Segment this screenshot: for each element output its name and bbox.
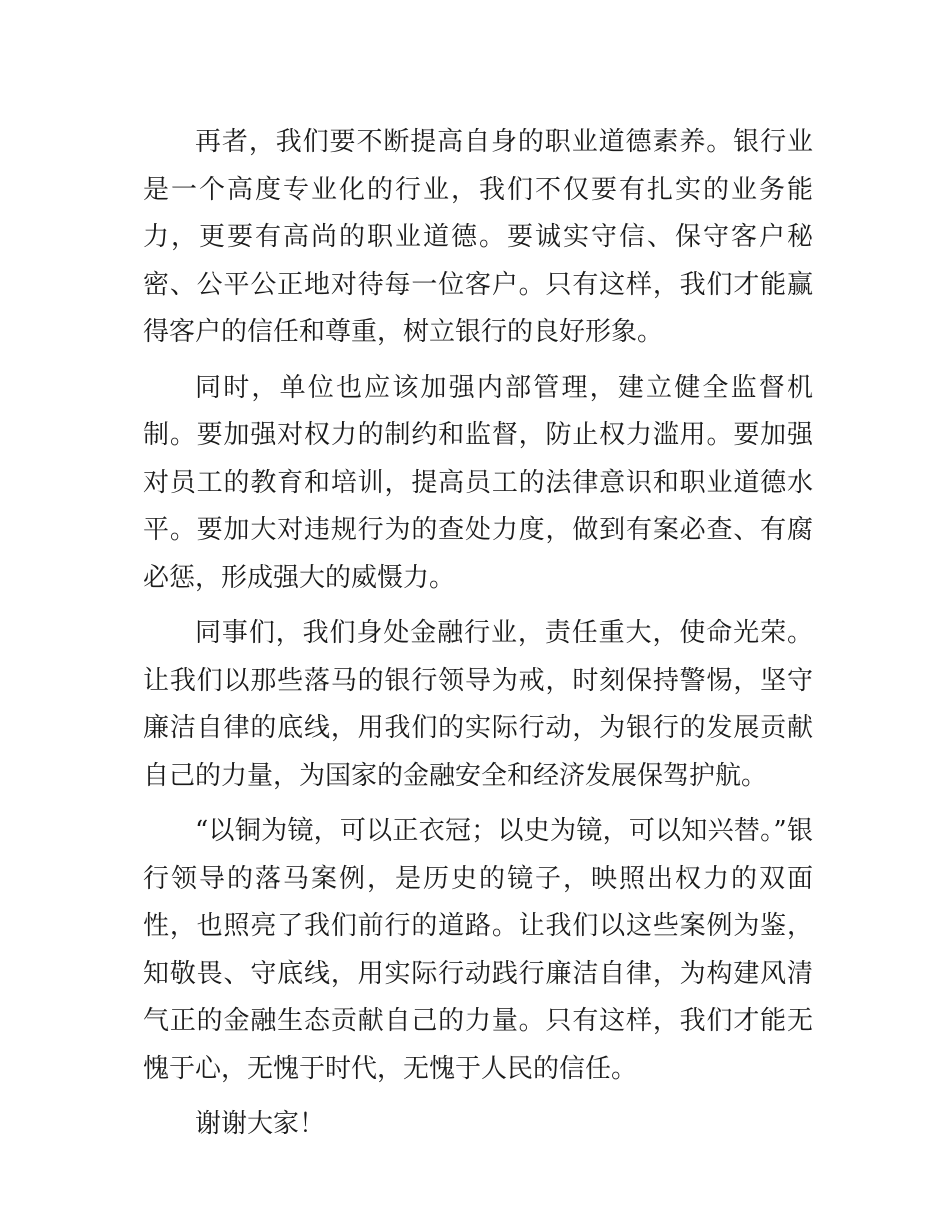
paragraph-professional-ethics: 再者，我们要不断提高自身的职业道德素养。银行业是一个高度专业化的行业，我们不仅要有扎实的业务能力，更要有高尚的职业道德。要诚实守信、保守客户秘密、公平公正地对待每一位客户。只有这样，我们才能赢得客户的信任和尊重，树立银行的良好形象。: [143, 127, 813, 347]
paragraph-call-to-colleagues: 同事们，我们身处金融行业，责任重大，使命光荣。让我们以那些落马的银行领导为戒，时刻保持警惕，坚守廉洁自律的底线，用我们的实际行动，为银行的发展贡献自己的力量，为国家的金融安全和经济发展保驾护航。: [143, 618, 813, 791]
closing-thanks: 谢谢大家！: [195, 1109, 326, 1139]
document-body: [143, 119, 813, 1149]
paragraph-internal-management: 同时，单位也应该加强内部管理，建立健全监督机制。要加强对权力的制约和监督，防止权力滥用。要加强对员工的教育和培训，提高员工的法律意识和职业道德水平。要加大对违规行为的查处力度，做到有案必查、有腐必惩，形成强大的威慑力。: [143, 372, 813, 593]
paragraph-mirror-quote: “以铜为镜，可以正衣冠；以史为镜，可以知兴替。”银行领导的落马案例，是历史的镜子，映照出权力的双面性，也照亮了我们前行的道路。让我们以这些案例为鉴，知敬畏、守底线，用实际行动践行廉洁自律，为构建风清气正的金融生态贡献自己的力量。只有这样，我们才能无愧于心，无愧于时代，无愧于人民的信任。: [143, 816, 813, 1084]
